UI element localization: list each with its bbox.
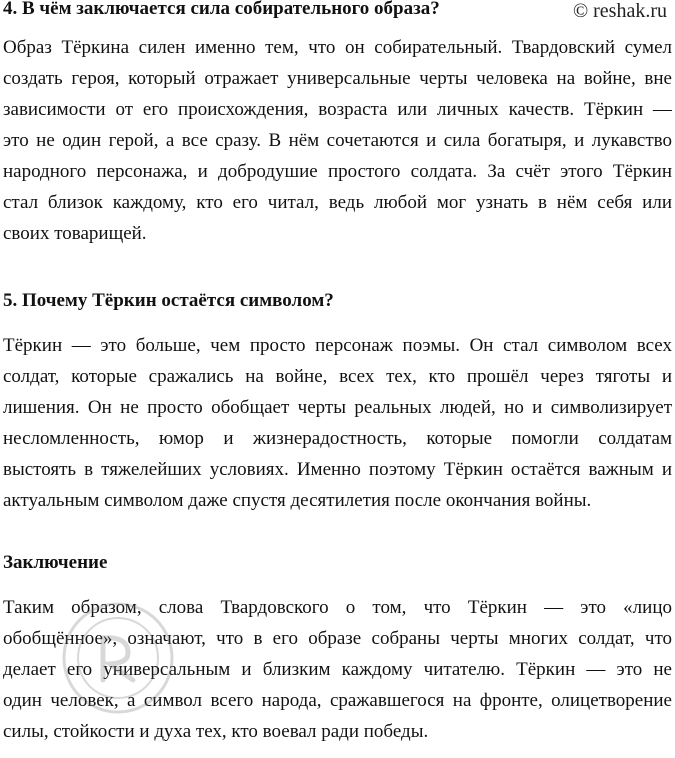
site-watermark: © reshak.ru: [572, 0, 667, 22]
paragraph-line: делает его универсальным и близким каждому читателю. Тёркин — это не: [3, 659, 672, 680]
paragraph-line: один человек, а символ всего народа, сражавшегося на фронте, олицетворение: [3, 690, 672, 711]
paragraph-line: Таким образом, слова Твардовского о том, что Тёркин — это «лицо: [3, 597, 672, 618]
paragraph-line: стал близок каждому, кто его читал, ведь любой мог узнать в нём себя или: [3, 192, 672, 213]
section-4-paragraph: [3, 32, 672, 249]
paragraph-line: солдат, которые сражались на войне, всех тех, кто прошёл через тяготы и: [3, 366, 672, 387]
paragraph-line: Образ Тёркина силен именно тем, что он собирательный. Твардовский сумел: [3, 37, 672, 58]
section-5-heading: 5. Почему Тёркин остаётся символом?: [3, 290, 334, 311]
conclusion-heading: Заключение: [3, 552, 108, 573]
paragraph-line: зависимости от его происхождения, возраста или личных качеств. Тёркин —: [3, 99, 672, 120]
section-4-heading: 4. В чём заключается сила собирательного образа?: [3, 0, 440, 19]
conclusion-paragraph: [3, 592, 672, 747]
paragraph-line: Тёркин — это больше, чем просто персонаж поэмы. Он стал символом всех: [3, 335, 672, 356]
paragraph-line: лишения. Он не просто обобщает черты реальных людей, но и символизирует: [3, 397, 672, 418]
paragraph-line: выстоять в тяжелейших условиях. Именно поэтому Тёркин остаётся важным и: [3, 459, 672, 480]
paragraph-line: народного персонажа, и добродушие простого солдата. За счёт этого Тёркин: [3, 161, 672, 182]
paragraph-line: своих товарищей.: [3, 223, 147, 244]
paragraph-line: силы, стойкости и духа тех, кто воевал ради победы.: [3, 721, 429, 742]
paragraph-line: несломленность, юмор и жизнерадостность, которые помогли солдатам: [3, 428, 672, 449]
paragraph-line: актуальным символом даже спустя десятилетия после окончания войны.: [3, 490, 592, 511]
paragraph-line: это не один герой, а все сразу. В нём сочетаются и сила богатыря, и лукавство: [3, 130, 672, 151]
paragraph-line: создать героя, который отражает универсальные черты человека на войне, вне: [3, 68, 672, 89]
paragraph-line: обобщённое», означают, что в его образе собраны черты многих солдат, что: [3, 628, 672, 649]
section-5-paragraph: [3, 330, 672, 516]
